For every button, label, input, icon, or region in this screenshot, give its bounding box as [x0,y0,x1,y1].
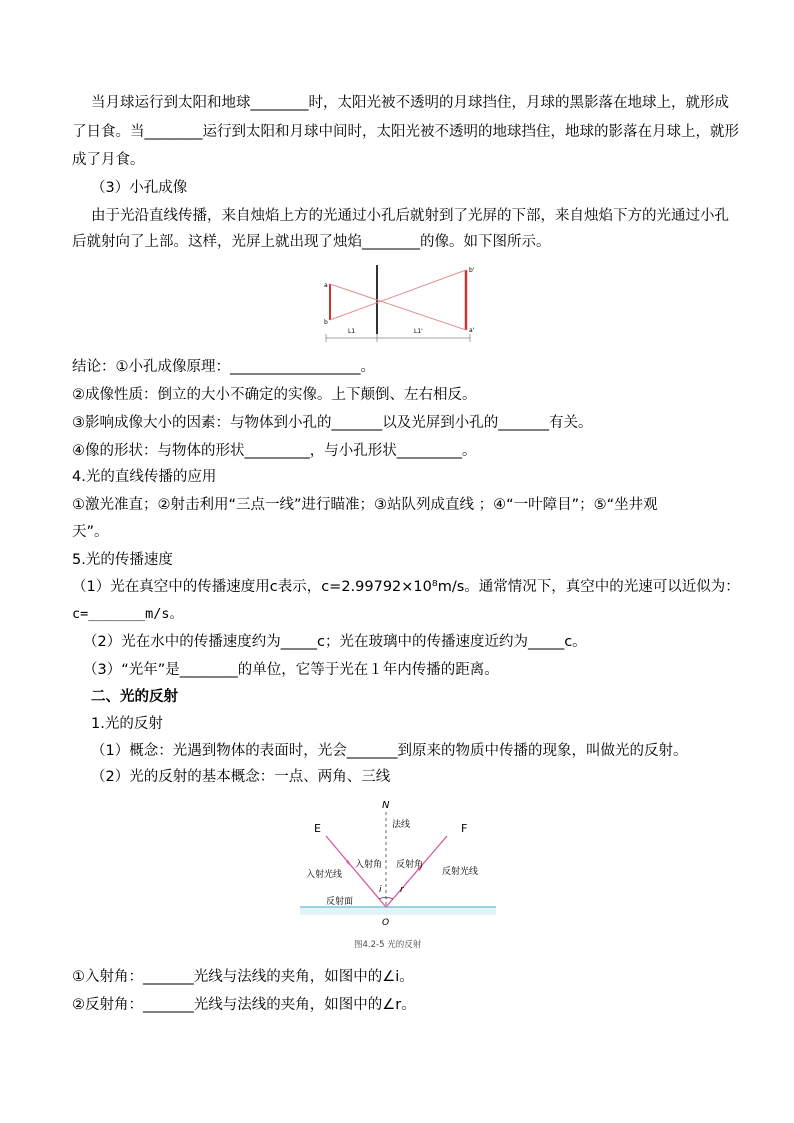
label-l1: L1 [348,328,356,335]
paragraph-line: （2）光的反射的基本概念：一点、两角、三线 [91,769,391,785]
label-surface: 反射面 [326,897,354,907]
pinhole-imaging-figure [310,262,490,344]
section-heading: 1.光的反射 [91,716,163,732]
paragraph-line: （3）“光年”是________的单位，它等于光在１年内传播的距离。 [83,662,499,678]
paragraph-line: 当月球运行到太阳和地球________时，太阳光被不透明的月球挡住，月球的黑影落在地球上，就形成 [91,95,729,111]
paragraph-line: 成了月食。 [72,152,145,168]
paragraph-line: ①激光准直；②射击利用“三点一线”进行瞄准；③站队列成直线 ；④“一叶障目”；⑤“坐井观 [72,497,658,513]
label-l1-prime: L1' [414,328,423,335]
label-a-prime: a' [469,327,475,334]
label-a: a [324,282,328,289]
paragraph-line: （1）概念：光遇到物体的表面时，光会_______到原来的物质中传播的现象，叫做光的反射。 [91,743,688,759]
label-e: E [314,822,321,835]
label-incident-angle: 入射角 [355,860,383,870]
paragraph-line: 后就射向了上部。这样，光屏上就出现了烛焰________的像。如下图所示。 [72,234,551,250]
label-reflected-ray: 反射光线 [442,867,479,877]
figure-caption: 图4.2-5 光的反射 [354,940,422,950]
paragraph-line: ②成像性质：倒立的大小不确定的实像。上下颠倒、左右相反。 [72,387,477,403]
reflection-figure [296,796,496,956]
label-incident-ray: 入射光线 [306,870,343,880]
section-heading: （3）小孔成像 [91,180,188,196]
paragraph-line: ③影响成像大小的因素：与物体到小孔的_______以及光屏到小孔的_______有关。 [72,415,593,431]
label-f: F [461,822,468,835]
label-b: b [324,319,328,326]
section-heading: 5.光的传播速度 [72,552,173,568]
paragraph-line: ④像的形状：与物体的形状_________，与小孔形状_________。 [72,443,477,459]
label-reflection-angle: 反射角 [396,860,424,870]
label-i: i [379,885,382,895]
section-heading: 4.光的直线传播的应用 [72,469,217,485]
paragraph-line: ②反射角：_______光线与法线的夹角，如图中的∠r。 [72,997,416,1013]
paragraph-line: 天”。 [72,524,109,540]
label-r: r [400,885,404,895]
label-b-prime: b' [469,267,475,274]
paragraph-line: ①入射角：_______光线与法线的夹角，如图中的∠i。 [72,969,414,985]
paragraph-line: c=_______m/s。 [72,606,184,622]
paragraph-line: （2）光在水中的传播速度约为_____c；光在玻璃中的传播速度近约为_____c。 [83,634,587,650]
label-o: O [382,918,390,928]
chapter-heading: 二、光的反射 [91,689,178,705]
paragraph-line: 结论：①小孔成像原理：__________________。 [72,359,375,375]
paragraph-line: 了日食。当________运行到太阳和月球中间时，太阳光被不透明的地球挡住，地球的影落在月球上，就形 [72,124,739,140]
label-normal: 法线 [392,820,411,830]
paragraph-line: （1）光在真空中的传播速度用c表示，c=2.99792×10⁸m/s。通常情况下，真空中的光速可以近似为： [72,579,740,595]
label-n: N [382,800,390,811]
paragraph-line: 由于光沿直线传播，来自烛焰上方的光通过小孔后就射到了光屏的下部，来自烛焰下方的光通过小孔 [91,208,729,224]
